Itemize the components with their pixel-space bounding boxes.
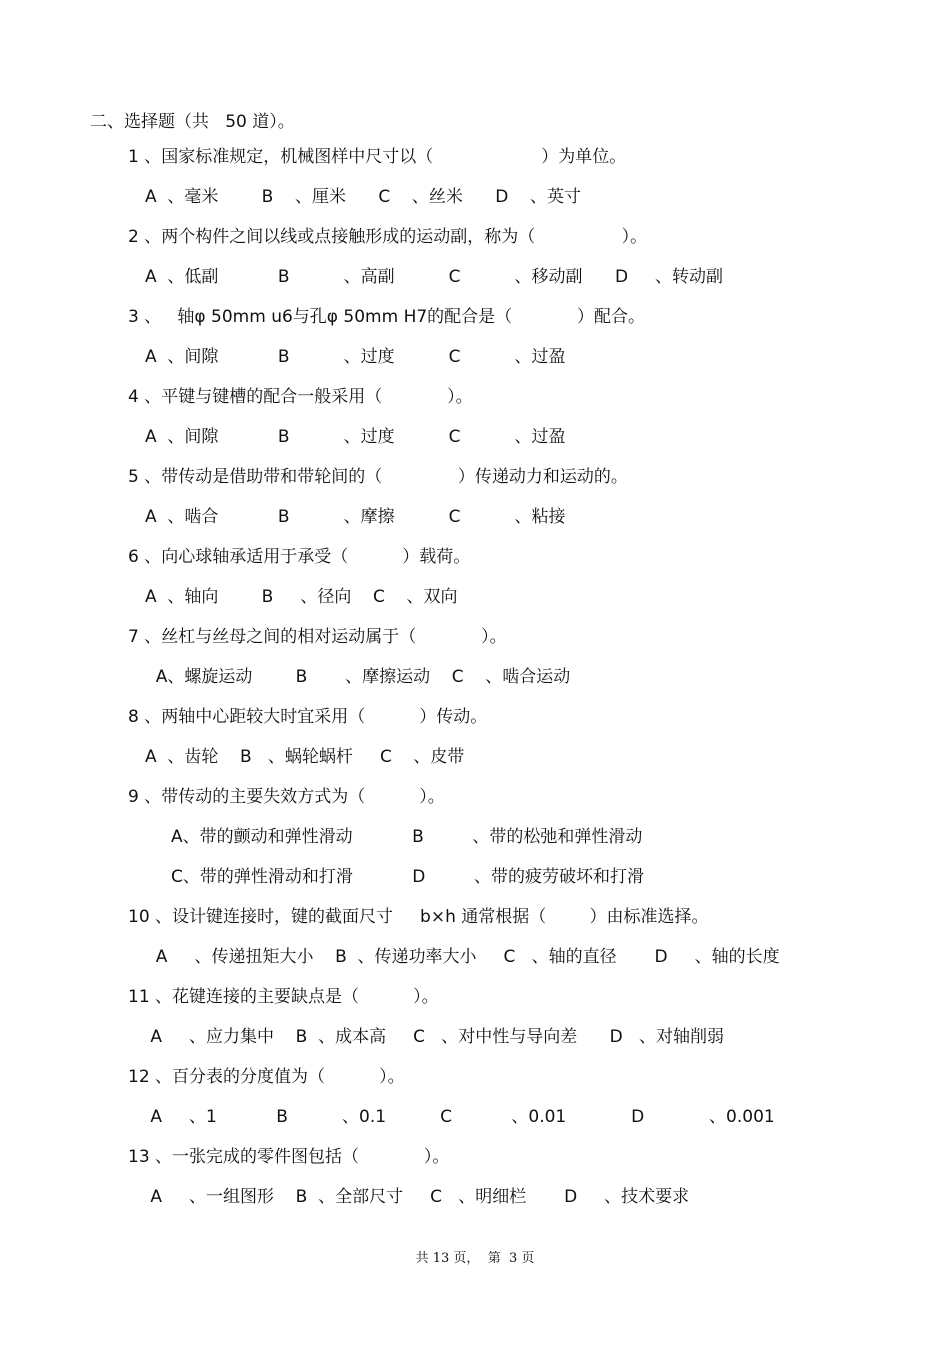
page-footer: 共 13 页， 第 3 页 [415,1251,535,1266]
question-7: 7 、丝杠与丝母之间的相对运动属于（ ）。 [128,627,507,647]
options-9-row-1: A、带的颤动和弹性滑动 B 、带的松弛和弹性滑动 [171,827,643,847]
question-13: 13 、一张完成的零件图包括（ ）。 [128,1147,450,1167]
question-11: 11 、花键连接的主要缺点是（ ）。 [128,987,439,1007]
question-6: 6 、向心球轴承适用于承受（ ）载荷。 [128,547,471,567]
options-3: A 、间隙 B 、过度 C 、过盈 [145,347,566,367]
question-12: 12 、百分表的分度值为（ ）。 [128,1067,405,1087]
question-10: 10 、设计键连接时，键的截面尺寸 b×h 通常根据（ ）由标准选择。 [128,907,709,927]
question-5: 5 、带传动是借助带和带轮间的（ ）传递动力和运动的。 [128,467,628,487]
question-8: 8 、两轴中心距较大时宜采用（ ）传动。 [128,707,488,727]
options-6: A 、轴向 B 、径向 C 、双向 [145,587,458,607]
options-2: A 、低副 B 、高副 C 、移动副 D 、转动副 [145,267,724,287]
question-3: 3 、 轴φ 50mm u6与孔φ 50mm H7的配合是（ ）配合。 [128,307,646,327]
question-1: 1 、国家标准规定，机械图样中尺寸以（ ）为单位。 [128,147,627,167]
question-4: 4 、平键与键槽的配合一般采用（ ）。 [128,387,473,407]
options-1: A 、毫米 B 、厘米 C 、丝米 D 、英寸 [145,187,581,207]
options-8: A 、齿轮 B 、蜗轮蜗杆 C 、皮带 [145,747,465,767]
options-9-row-2: C、带的弹性滑动和打滑 D 、带的疲劳破坏和打滑 [171,867,645,887]
options-11: A 、应力集中 B 、成本高 C 、对中性与导向差 D 、对轴削弱 [145,1027,724,1047]
options-13: A 、一组图形 B 、全部尺寸 C 、明细栏 D 、技术要求 [145,1187,690,1207]
question-2: 2 、两个构件之间以线或点接触形成的运动副，称为（ ）。 [128,227,648,247]
section-title: 二、选择题（共 50 道）。 [90,112,295,132]
options-10: A 、传递扭矩大小 B 、传递功率大小 C 、轴的直径 D 、轴的长度 [145,947,780,967]
question-9: 9 、带传动的主要失效方式为（ ）。 [128,787,445,807]
options-7: A、螺旋运动 B 、摩擦运动 C 、啮合运动 [145,667,571,687]
options-5: A 、啮合 B 、摩擦 C 、粘接 [145,507,566,527]
options-12: A 、1 B 、0.1 C 、0.01 D 、0.001 [145,1107,775,1127]
options-4: A 、间隙 B 、过度 C 、过盈 [145,427,566,447]
